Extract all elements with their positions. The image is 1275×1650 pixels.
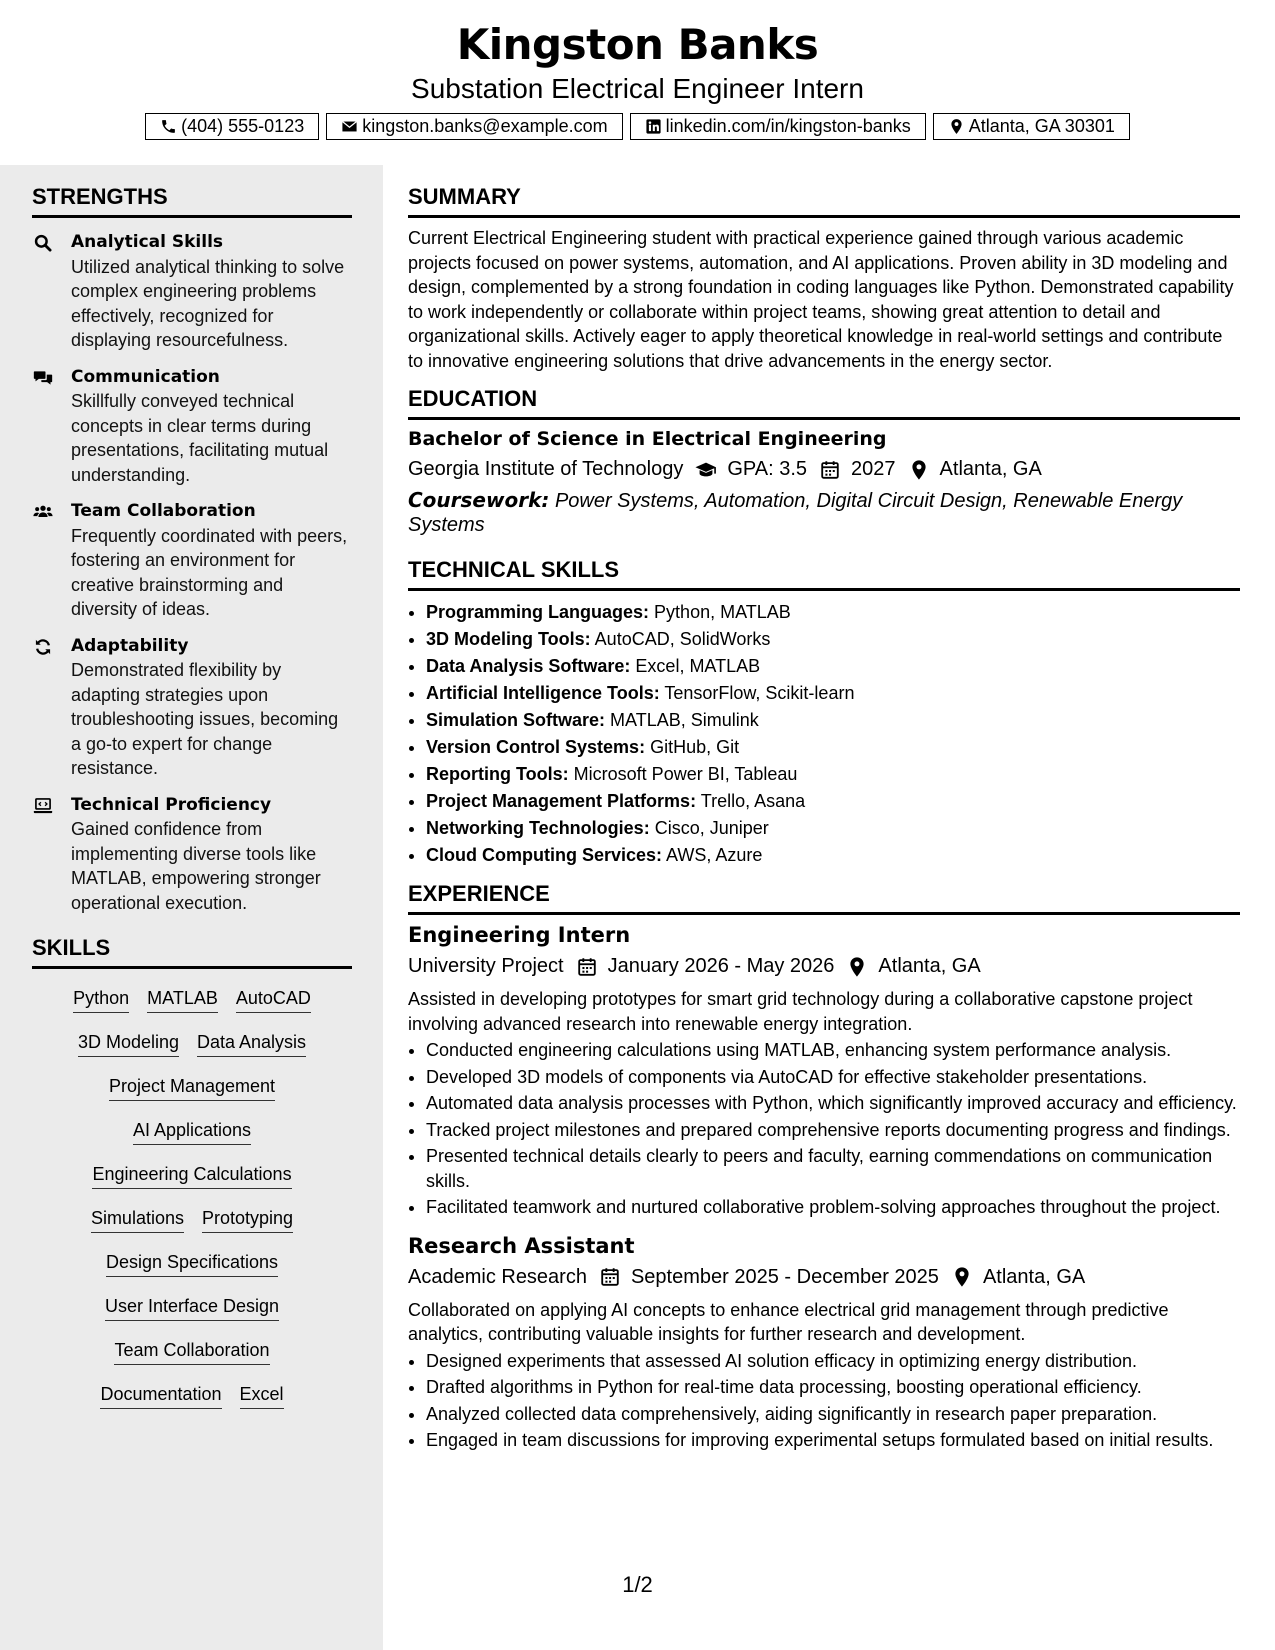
strengths-heading: STRENGTHS — [32, 184, 352, 218]
tech-skill-label: Artificial Intelligence Tools: — [426, 683, 660, 703]
job-dates: January 2026 - May 2026 — [607, 955, 835, 977]
tech-skill-value: Cisco, Juniper — [654, 818, 769, 838]
laptop-code-icon — [32, 796, 54, 816]
strength-desc: Utilized analytical thinking to solve complex engineering problems effectively, recognized for displaying resourcefulness. — [71, 256, 345, 350]
tech-skill-item — [426, 842, 1240, 869]
calendar-icon — [599, 1266, 621, 1288]
job-bullet: • Analyzed collected data comprehensively, aiding significantly in research paper preparation. — [426, 1402, 1240, 1427]
job-bullet: • Drafted algorithms in Python for real-time data processing, boosting operational efficiency. — [426, 1375, 1240, 1400]
tech-skill-label: Data Analysis Software: — [426, 656, 631, 676]
skill-tag: Python — [73, 988, 129, 1013]
resume-header — [0, 0, 1275, 165]
contact-location-text: Atlanta, GA 30301 — [968, 116, 1115, 136]
contact-email[interactable] — [326, 113, 622, 140]
map-pin-icon — [951, 1266, 973, 1288]
map-pin-icon — [908, 459, 930, 481]
skill-tag: MATLAB — [147, 988, 218, 1013]
strength-desc: Demonstrated flexibility by adapting strategies upon troubleshooting issues, becoming a go-to expert for change resistance. — [71, 660, 339, 778]
strength-item — [32, 365, 352, 488]
tech-skill-item — [426, 653, 1240, 680]
school-name: Georgia Institute of Technology — [408, 458, 684, 480]
tech-skill-value: AutoCAD, SolidWorks — [594, 629, 771, 649]
experience-heading: EXPERIENCE — [408, 881, 1240, 915]
strength-name: Technical Proficiency — [71, 794, 272, 815]
strength-item — [32, 634, 352, 781]
education-location: Atlanta, GA — [939, 458, 1042, 480]
skill-tag: Data Analysis — [197, 1032, 306, 1057]
contact-bar — [0, 113, 1275, 140]
skill-tag: AutoCAD — [236, 988, 311, 1013]
tech-skill-label: Programming Languages: — [426, 602, 650, 622]
tech-skill-label: 3D Modeling Tools: — [426, 629, 591, 649]
tech-skill-item — [426, 734, 1240, 761]
tech-skill-value: Trello, Asana — [700, 791, 806, 811]
envelope-icon — [341, 118, 358, 135]
coursework — [408, 488, 1240, 537]
degree-title: Bachelor of Science in Electrical Engineering — [408, 428, 887, 450]
strength-item — [32, 230, 352, 353]
tech-skill-item — [426, 761, 1240, 788]
graduation-year: 2027 — [851, 458, 896, 480]
job-location: Atlanta, GA — [982, 1265, 1086, 1288]
job-title: Research Assistant — [408, 1233, 635, 1258]
tech-skill-item — [426, 788, 1240, 815]
users-icon — [32, 502, 54, 522]
job-entry — [408, 923, 1240, 1220]
page-number: 1/2 — [622, 1572, 653, 1597]
graduation-cap-icon — [695, 459, 717, 481]
skill-row — [32, 1208, 352, 1233]
calendar-icon — [819, 459, 841, 481]
map-pin-icon — [948, 118, 965, 135]
job-description: Collaborated on applying AI concepts to enhance electrical grid management through predictive analytics, contributing valuable insights for further research and development. — [408, 1299, 1169, 1344]
skill-row — [32, 1032, 352, 1057]
skill-tag: 3D Modeling — [78, 1032, 179, 1057]
tech-skill-value: AWS, Azure — [666, 845, 763, 865]
refresh-icon — [32, 637, 54, 657]
candidate-name: Kingston Banks — [456, 20, 819, 69]
job-entry — [408, 1234, 1240, 1453]
tech-skill-item — [426, 680, 1240, 707]
skill-tag: AI Applications — [133, 1120, 251, 1145]
skill-tag: Excel — [240, 1384, 284, 1409]
strength-desc: Skillfully conveyed technical concepts in clear terms during presentations, facilitating mutual understanding. — [71, 391, 329, 485]
magnifier-icon — [32, 233, 54, 253]
tech-skill-value: GitHub, Git — [650, 737, 740, 757]
job-bullets — [408, 1038, 1240, 1220]
contact-email-text: kingston.banks@example.com — [362, 116, 608, 136]
job-title: Engineering Intern — [408, 923, 631, 947]
contact-location[interactable] — [933, 113, 1130, 140]
strength-name: Adaptability — [71, 635, 189, 656]
skill-row — [32, 1340, 352, 1365]
skill-row — [32, 1252, 352, 1277]
job-location: Atlanta, GA — [878, 955, 981, 977]
job-meta — [408, 1266, 1240, 1289]
tech-skill-label: Reporting Tools: — [426, 764, 569, 784]
skill-row — [32, 988, 352, 1013]
tech-skill-label: Version Control Systems: — [426, 737, 646, 757]
technical-skills-heading: TECHNICAL SKILLS — [408, 557, 1240, 591]
sidebar — [0, 165, 383, 1650]
tech-skill-value: Excel, MATLAB — [635, 656, 761, 676]
tech-skill-item — [426, 626, 1240, 653]
skill-row — [32, 1384, 352, 1409]
job-bullet: • Engaged in team discussions for improving experimental setups formulated based on initial results. — [426, 1428, 1240, 1453]
job-bullet: • Conducted engineering calculations using MATLAB, enhancing system performance analysis. — [426, 1038, 1240, 1063]
skill-tag: Project Management — [109, 1076, 275, 1101]
education-heading: EDUCATION — [408, 386, 1240, 420]
tech-skill-value: Python, MATLAB — [654, 602, 791, 622]
skill-row — [32, 1296, 352, 1321]
strength-name: Team Collaboration — [71, 501, 256, 521]
skill-row — [32, 1076, 352, 1101]
job-bullet: • Designed experiments that assessed AI solution efficacy in optimizing energy distribution. — [426, 1349, 1240, 1374]
strength-desc: Frequently coordinated with peers, fostering an environment for creative brainstorming and diversity of ideas. — [71, 525, 348, 619]
tech-skill-item — [426, 815, 1240, 842]
tech-skill-value: MATLAB, Simulink — [610, 710, 759, 730]
strength-item — [32, 793, 352, 916]
summary-text: Current Electrical Engineering student with practical experience gained through various academic projects focused on power systems, automation, and AI applications. Proven ability in 3D modeling and design, complemented by a strong foundation in coding languages like Python. Demonstrated capability to work independently or collaborate within project teams, showing great attention to detail and organizational skills. Actively eager to apply theoretical knowledge in real-world settings and contribute to innovative engineering solutions that drive advancements in the energy sector. — [408, 228, 1234, 371]
strength-name: Communication — [71, 366, 220, 387]
candidate-title: Substation Electrical Engineer Intern — [411, 73, 864, 104]
skill-row — [32, 1164, 352, 1189]
job-meta — [408, 955, 1240, 978]
tech-skill-value: TensorFlow, Scikit-learn — [664, 683, 855, 703]
tech-skill-label: Networking Technologies: — [426, 818, 650, 838]
calendar-icon — [576, 956, 598, 978]
strength-item — [32, 499, 352, 622]
job-org: University Project — [408, 955, 564, 977]
skill-tag: Simulations — [91, 1208, 184, 1233]
skill-tag: Team Collaboration — [114, 1340, 269, 1365]
tech-skill-label: Simulation Software: — [426, 710, 606, 730]
phone-icon — [160, 118, 177, 135]
job-bullet: • Facilitated teamwork and nurtured collaborative problem-solving approaches throughout the project. — [426, 1195, 1240, 1220]
skill-tag: User Interface Design — [105, 1296, 279, 1321]
tech-skill-label: Cloud Computing Services: — [426, 845, 663, 865]
tech-skill-value: Microsoft Power BI, Tableau — [573, 764, 798, 784]
skill-tag: Documentation — [100, 1384, 221, 1409]
job-bullet: • Tracked project milestones and prepared comprehensive reports documenting progress and findings. — [426, 1118, 1240, 1143]
coursework-list: Power Systems, Automation, Digital Circuit Design, Renewable Energy Systems — [408, 490, 1183, 536]
tech-skill-item — [426, 707, 1240, 734]
contact-linkedin-text: linkedin.com/in/kingston-banks — [665, 116, 911, 136]
contact-linkedin[interactable] — [630, 113, 926, 140]
technical-skills-list — [408, 599, 1240, 869]
job-bullet: • Developed 3D models of components via AutoCAD for effective stakeholder presentations. — [426, 1065, 1240, 1090]
job-dates: September 2025 - December 2025 — [630, 1265, 939, 1288]
job-bullets — [408, 1349, 1240, 1453]
job-description: Assisted in developing prototypes for smart grid technology during a collaborative capstone project involving advanced research into renewable energy integration. — [408, 989, 1193, 1034]
job-bullet: • Presented technical details clearly to peers and faculty, earning commendations on communication skills. — [426, 1144, 1240, 1193]
map-pin-icon — [846, 956, 868, 978]
linkedin-icon — [645, 118, 662, 135]
coursework-label: Coursework: — [408, 488, 550, 512]
skill-tag: Design Specifications — [106, 1252, 278, 1277]
job-bullet: • Automated data analysis processes with Python, which significantly improved accuracy and efficiency. — [426, 1091, 1240, 1116]
chat-bubbles-icon — [32, 368, 54, 388]
tech-skill-item — [426, 599, 1240, 626]
strength-desc: Gained confidence from implementing diverse tools like MATLAB, empowering stronger operational execution. — [71, 819, 321, 913]
summary-heading: SUMMARY — [408, 184, 1240, 218]
contact-phone[interactable] — [145, 113, 319, 140]
skill-tag: Prototyping — [202, 1208, 293, 1233]
main-column — [408, 184, 1240, 1453]
skill-tag: Engineering Calculations — [92, 1164, 291, 1189]
tech-skill-label: Project Management Platforms: — [426, 791, 697, 811]
skill-row — [32, 1120, 352, 1145]
gpa-value: GPA: 3.5 — [727, 458, 808, 480]
skills-heading: SKILLS — [32, 935, 352, 969]
contact-phone-text: (404) 555-0123 — [181, 116, 305, 136]
strength-name: Analytical Skills — [71, 232, 224, 252]
education-meta — [408, 458, 1240, 481]
job-org: Academic Research — [408, 1265, 587, 1288]
